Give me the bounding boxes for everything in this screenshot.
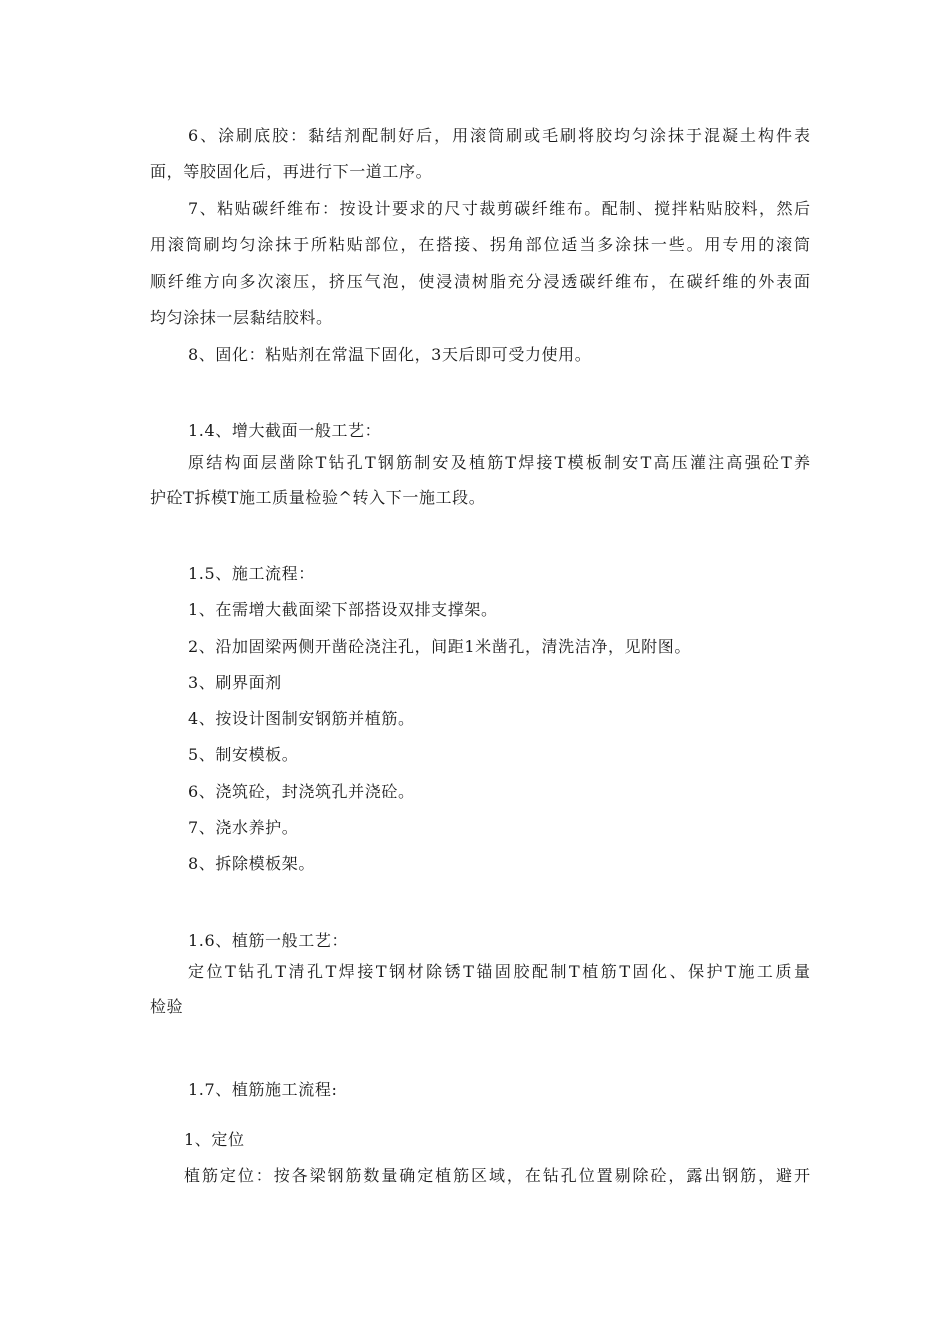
paragraph-line: 原结构面层凿除T钻孔T钢筋制安及植筋T焊接T模板制安T高压灌注高强砼T养	[188, 453, 810, 472]
list-item: 8、拆除模板架。	[188, 854, 315, 873]
subheading: 1、定位	[184, 1130, 245, 1149]
paragraph-line: 检验	[150, 997, 184, 1016]
list-item: 1、在需增大截面梁下部搭设双排支撑架。	[188, 600, 498, 619]
paragraph-line: 均匀涂抹一层黏结胶料。	[150, 308, 333, 327]
section-heading: 1.4、增大截面一般工艺：	[188, 421, 382, 440]
paragraph-line: 定位T钻孔T清孔T焊接T钢材除锈T锚固胶配制T植筋T固化、保护T施工质量	[188, 962, 810, 981]
section-heading: 1.5、施工流程：	[188, 564, 315, 583]
paragraph-line: 植筋定位：按各梁钢筋数量确定植筋区域，在钻孔位置剔除砼，露出钢筋，避开	[184, 1166, 810, 1185]
paragraph-line: 面，等胶固化后，再进行下一道工序。	[150, 162, 433, 181]
list-item: 4、按设计图制安钢筋并植筋。	[188, 709, 415, 728]
paragraph-line: 护砼T拆模T施工质量检验^转入下一施工段。	[150, 488, 486, 507]
list-item: 7、浇水养护。	[188, 818, 299, 837]
section-heading: 1.6、植筋一般工艺：	[188, 931, 349, 950]
list-item: 3、刷界面剂	[188, 673, 282, 692]
paragraph-line: 用滚筒刷均匀涂抹于所粘贴部位，在搭接、拐角部位适当多涂抹一些。用专用的滚筒	[150, 235, 810, 254]
paragraph-line: 8、固化：粘贴剂在常温下固化，3天后即可受力使用。	[188, 345, 592, 364]
list-item: 6、浇筑砼，封浇筑孔并浇砼。	[188, 782, 415, 801]
list-item: 5、制安模板。	[188, 745, 299, 764]
section-heading: 1.7、植筋施工流程:	[188, 1080, 338, 1099]
paragraph-line: 7、粘贴碳纤维布：按设计要求的尺寸裁剪碳纤维布。配制、搅拌粘贴胶料，然后	[188, 199, 810, 218]
paragraph-line: 6、涂刷底胶：黏结剂配制好后，用滚筒刷或毛刷将胶均匀涂抹于混凝土构件表	[188, 126, 810, 145]
paragraph-line: 顺纤维方向多次滚压，挤压气泡，使浸渍树脂充分浸透碳纤维布，在碳纤维的外表面	[150, 272, 810, 291]
list-item: 2、沿加固梁两侧开凿砼浇注孔，间距1米凿孔，清洗洁净，见附图。	[188, 637, 691, 656]
